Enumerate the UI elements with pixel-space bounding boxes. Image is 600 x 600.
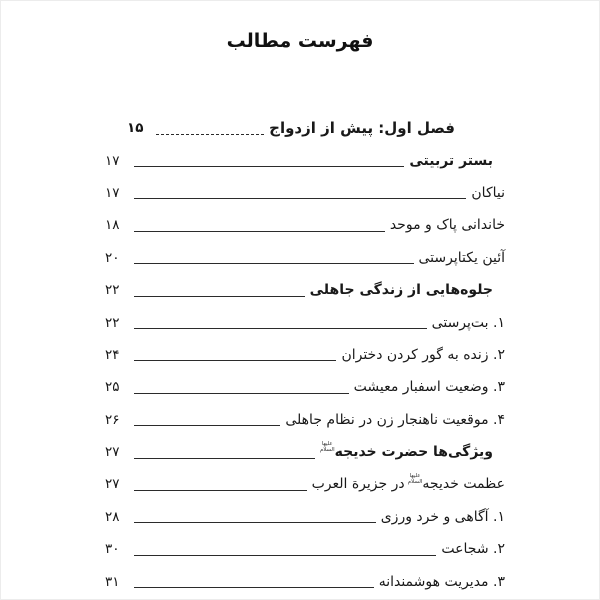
toc-entry-label: خاندانی پاک و موحد [389, 217, 505, 234]
toc-entry-label: ۲. زنده به گور کردن دختران [341, 346, 505, 363]
toc-list [105, 112, 505, 598]
leader-line [134, 425, 280, 426]
leader-line [134, 296, 305, 297]
leader-line [134, 198, 466, 199]
toc-entry [105, 339, 505, 371]
toc-page-number: ۱۵ [127, 120, 144, 137]
toc-entry-label: ۴. موقعیت ناهنجار زن در نظام جاهلی [285, 411, 505, 428]
leader-line [134, 393, 349, 394]
toc-entry [105, 177, 505, 209]
leader-line [134, 166, 404, 167]
leader-line [134, 458, 315, 459]
toc-entry [105, 436, 493, 468]
toc-entry [105, 144, 493, 176]
toc-entry-label: ۱. بت‌پرستی [431, 314, 505, 331]
leader-line [134, 522, 376, 523]
toc-entry-label: جلوه‌هایی از زندگی جاهلی [309, 282, 493, 299]
toc-entry-label: ۳. مدیریت هوشمندانه [378, 573, 505, 590]
toc-page-number: ۲۰ [105, 249, 120, 266]
toc-entry-label: عظمت خدیجه علیها السلام در جزیرة العرب [311, 473, 505, 493]
toc-entry [105, 371, 505, 403]
toc-page-number: ۲۷ [105, 476, 120, 493]
toc-page-number: ۲۶ [105, 411, 120, 428]
toc-page-number: ۲۲ [105, 282, 120, 299]
toc-entry [105, 565, 505, 597]
toc-entry-label: فصل اول: پیش از ازدواج [269, 119, 455, 138]
toc-page-number: ۱۷ [105, 152, 120, 169]
toc-entry-label: ۲. شجاعت [441, 541, 505, 558]
leader-line [134, 263, 414, 264]
toc-entry-label: ۳. وضعیت اسفبار معیشت [353, 379, 505, 396]
toc-page-number: ۳۰ [105, 541, 120, 558]
page-title: فهرست مطالب [226, 30, 374, 52]
leader-line [134, 328, 427, 329]
toc-entry-label: بستر تربیتی [409, 152, 493, 169]
toc-entry [105, 274, 493, 306]
toc-page-number: ۱۸ [105, 217, 120, 234]
toc-entry [105, 468, 505, 500]
toc-entry [105, 306, 505, 338]
toc-entry [105, 242, 505, 274]
toc-entry-chapter-1 [127, 112, 455, 144]
leader-line [134, 587, 374, 588]
toc-entry-label: آئین یکتاپرستی [418, 249, 505, 266]
honorific-mark: علیها السلام [407, 473, 423, 486]
toc-page-number: ۲۸ [105, 508, 120, 525]
leader-line [134, 231, 385, 232]
toc-entry [105, 533, 505, 565]
leader-line [134, 490, 307, 491]
toc-entry [105, 501, 505, 533]
toc-page-number: ۱۷ [105, 184, 120, 201]
leader-line [134, 360, 336, 361]
toc-entry-label: ۱. آگاهی و خرد ورزی [380, 508, 505, 525]
toc-page-number: ۲۴ [105, 346, 120, 363]
toc-page-number: ۲۲ [105, 314, 120, 331]
leader-line [134, 555, 436, 556]
toc-page-number: ۲۷ [105, 444, 120, 461]
toc-entry-label: ویژگی‌ها حضرت خدیجه علیها السلام [319, 441, 493, 461]
toc-entry [105, 209, 505, 241]
toc-entry [105, 404, 505, 436]
toc-page-number: ۲۵ [105, 379, 120, 396]
toc-page-number: ۳۱ [105, 573, 120, 590]
leader-line [156, 134, 264, 135]
honorific-mark: علیها السلام [319, 441, 335, 453]
toc-entry-label: نیاکان [471, 184, 505, 201]
